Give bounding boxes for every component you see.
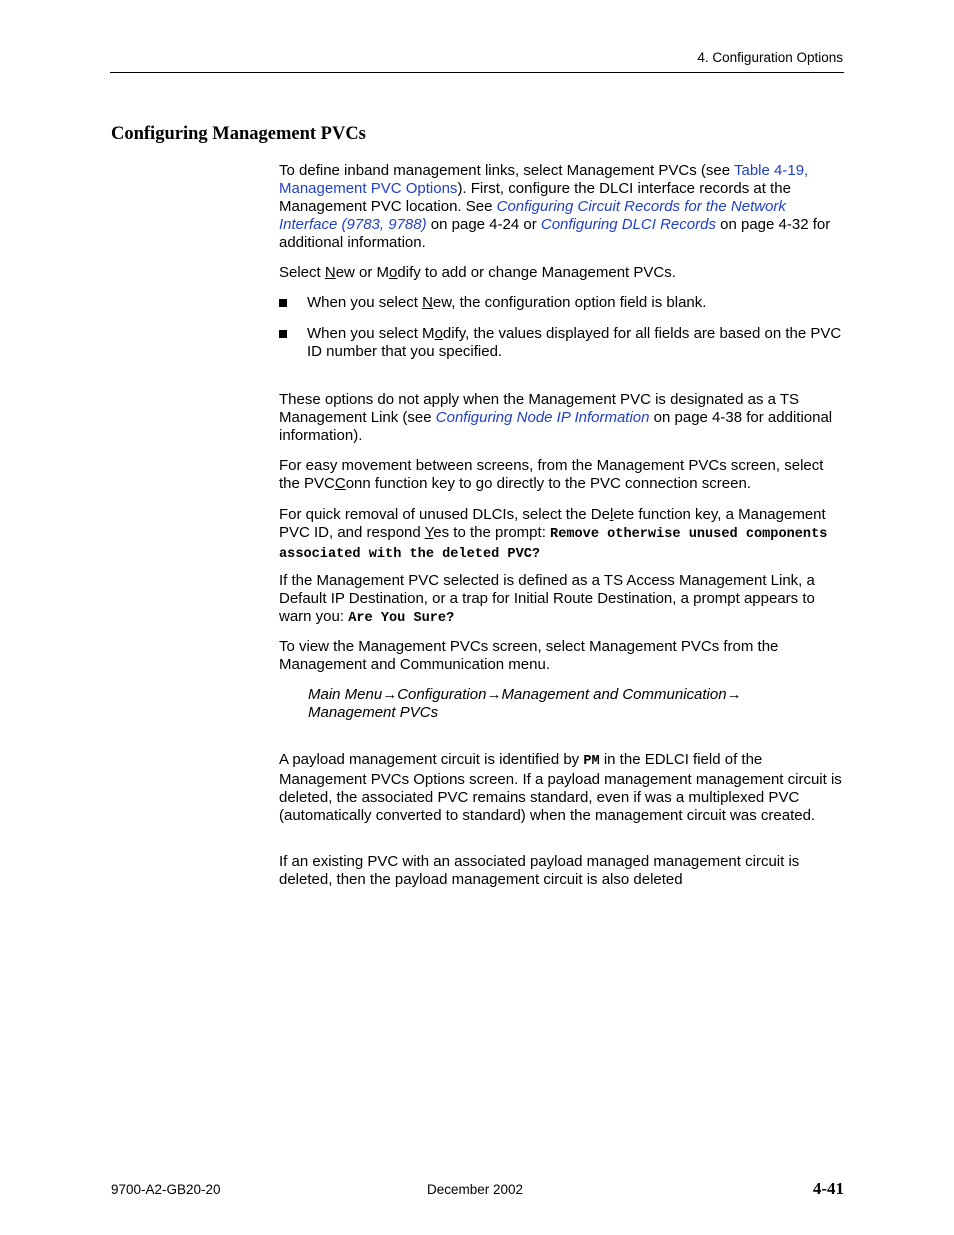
footer-date: December 2002 <box>427 1182 524 1197</box>
delete-prompt-code: Remove otherwise unused components associated with the deleted PVC? <box>279 527 828 562</box>
node-ip-link[interactable]: Configuring Node IP Information <box>435 409 650 426</box>
section-title: Configuring Management PVCs <box>111 124 366 144</box>
running-header: 4. Configuration Options <box>697 50 843 65</box>
table-link[interactable]: Table 4-19, Management PVC Options <box>279 162 809 197</box>
arrow-right-icon: → <box>726 686 742 703</box>
view-paragraph: To view the Management PVCs screen, select Management PVCs from the Management and Communication menu. <box>279 638 779 673</box>
warning-paragraph: If the Management PVC selected is defined as a TS Access Management Link, a Default IP Destination, or a trap for Initial Route Destination, a prompt appears to warn you: Are You Sure? <box>279 572 815 626</box>
delete-paragraph: For quick removal of unused DLCIs, select the Delete function key, a Management PVC ID, and respond Yes to the prompt: Remove otherwise unused components associated with the deleted PVC? <box>279 506 828 562</box>
bullet-square-icon <box>279 330 287 338</box>
confirm-prompt-code: Are You Sure? <box>348 611 455 626</box>
page-number: 4-41 <box>812 1179 844 1198</box>
dlci-records-link[interactable]: Configuring DLCI Records <box>540 216 716 233</box>
footer-doc-id: 9700-A2-GB20-20 <box>111 1182 221 1197</box>
bullet-square-icon <box>279 299 287 307</box>
menu-path: Main Menu→Configuration→Management and Communication→ Management PVCs <box>308 686 742 721</box>
intro-paragraph: To define inband management links, select Management PVCs (see Table 4-19, Management PVC Options). First, configure the DLCI interface records at the Management PVC location. See Configuring Circuit Records for the Network Interface (9783, 9788) on page 4-24 or Configuring DLCI Records on page 4-32 for additional information. <box>279 162 831 251</box>
select-paragraph: Select New or Modify to add or change Management PVCs. <box>279 264 676 281</box>
note-paragraph: These options do not apply when the Management PVC is designated as a TS Management Link (see Configuring Node IP Information on page 4-38 for additional information). <box>279 391 833 444</box>
arrow-right-icon: → <box>382 686 398 703</box>
final-paragraph: If an existing PVC with an associated payload managed management circuit is deleted, then the payload management circuit is also deleted <box>279 853 800 888</box>
pm-code: PM <box>583 754 600 769</box>
circuit-records-link[interactable]: Configuring Circuit Records for the Network Interface (9783, 9788) <box>279 198 786 233</box>
payload-paragraph: A payload management circuit is identified by PM in the EDLCI field of the Management PVCs Options screen. If a payload management management circuit is deleted, the associated PVC remains standard, even if was a multiplexed PVC (automatically converted to standard) when the management circuit was created. <box>279 751 842 824</box>
arrow-right-icon: → <box>486 686 502 703</box>
header-rule <box>110 72 844 73</box>
pvcconn-paragraph: For easy movement between screens, from the Management PVCs screen, select the PVCConn function key to go directly to the PVC connection screen. <box>279 457 824 492</box>
